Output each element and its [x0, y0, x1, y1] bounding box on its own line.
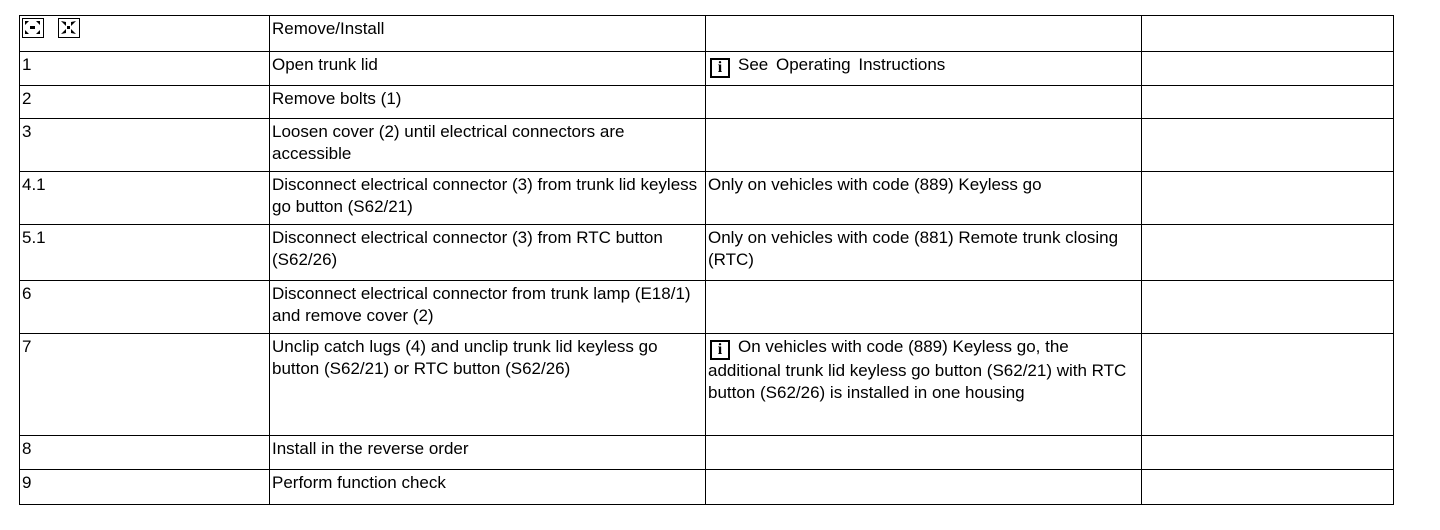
header-tools-cell: [20, 16, 270, 52]
empty-cell: [1142, 119, 1394, 172]
step-note: [706, 52, 1142, 86]
header-empty-cell: [706, 16, 1142, 52]
empty-cell: [1142, 281, 1394, 334]
step-action: Install in the reverse order: [270, 436, 706, 470]
step-note: [706, 281, 1142, 334]
step-note-text: See Operating Instructions: [738, 55, 946, 74]
step-number: 3: [20, 119, 270, 172]
step-note: Only on vehicles with code (889) Keyless go: [706, 172, 1142, 225]
empty-cell: [1142, 436, 1394, 470]
step-number: 7: [20, 334, 270, 436]
step-number: 5.1: [20, 225, 270, 281]
step-note: [706, 119, 1142, 172]
step-number: 1: [20, 52, 270, 86]
step-action: Unclip catch lugs (4) and unclip trunk lid keyless go button (S62/21) or RTC button (S62/26): [270, 334, 706, 436]
table-row: [20, 86, 1394, 119]
step-action: Disconnect electrical connector from trunk lamp (E18/1) and remove cover (2): [270, 281, 706, 334]
header-title: Remove/Install: [270, 16, 706, 52]
step-note: [706, 334, 1142, 436]
table-row: [20, 52, 1394, 86]
table-row: [20, 334, 1394, 436]
header-empty-cell: [1142, 16, 1394, 52]
step-action: Remove bolts (1): [270, 86, 706, 119]
step-action: Loosen cover (2) until electrical connectors are accessible: [270, 119, 706, 172]
empty-cell: [1142, 334, 1394, 436]
step-note: [706, 86, 1142, 119]
table-row: [20, 436, 1394, 470]
table-row: [20, 225, 1394, 281]
step-action: Disconnect electrical connector (3) from trunk lid keyless go button (S62/21): [270, 172, 706, 225]
info-icon: i: [710, 58, 730, 78]
table-row: [20, 281, 1394, 334]
step-action: Disconnect electrical connector (3) from RTC button (S62/26): [270, 225, 706, 281]
step-note: Only on vehicles with code (881) Remote trunk closing (RTC): [706, 225, 1142, 281]
step-number: 2: [20, 86, 270, 119]
step-note-text: On vehicles with code (889) Keyless go, the additional trunk lid keyless go button (S62/21) with RTC button (S62/26) is installed in one housing: [708, 337, 1127, 402]
empty-cell: [1142, 470, 1394, 505]
step-number: 4.1: [20, 172, 270, 225]
empty-cell: [1142, 225, 1394, 281]
step-number: 6: [20, 281, 270, 334]
info-icon: i: [710, 340, 730, 360]
table-row: [20, 172, 1394, 225]
step-number: 8: [20, 436, 270, 470]
step-number: 9: [20, 470, 270, 505]
empty-cell: [1142, 172, 1394, 225]
table-row: [20, 470, 1394, 505]
table-row: [20, 119, 1394, 172]
empty-cell: [1142, 52, 1394, 86]
step-note: [706, 436, 1142, 470]
step-action: Perform function check: [270, 470, 706, 505]
step-action: Open trunk lid: [270, 52, 706, 86]
collapse-arrows-icon: [58, 18, 80, 38]
header-row: [20, 16, 1394, 52]
empty-cell: [1142, 86, 1394, 119]
expand-arrows-icon: [22, 18, 44, 38]
step-note: [706, 470, 1142, 505]
procedure-table: [19, 15, 1394, 505]
